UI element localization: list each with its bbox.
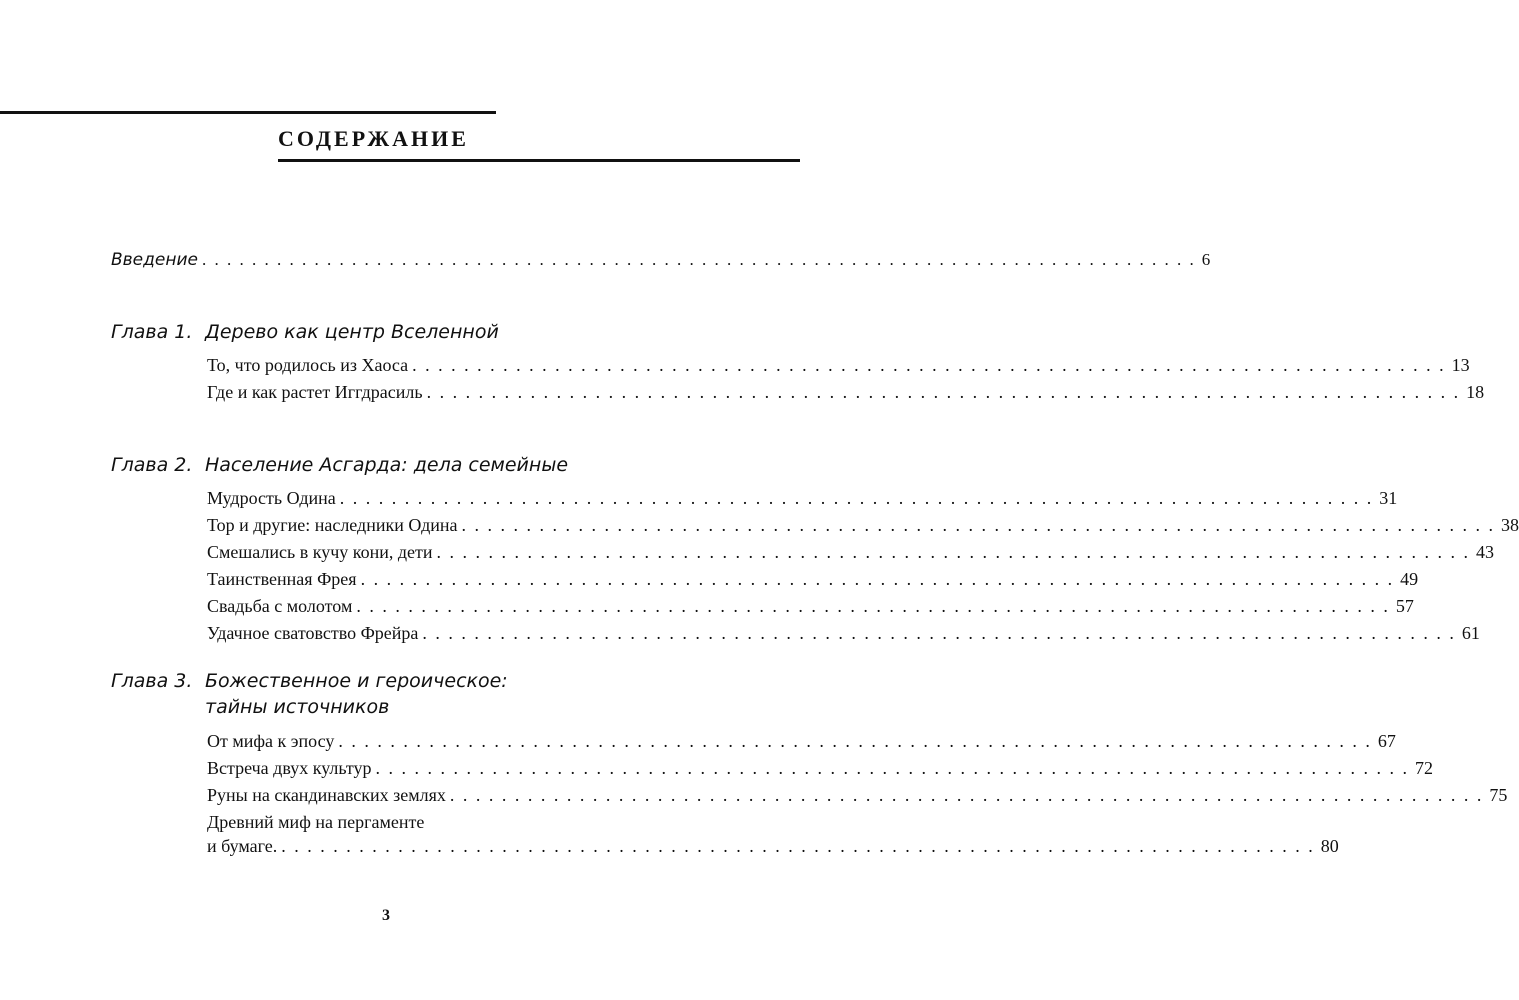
toc-entry[interactable] xyxy=(207,834,1339,858)
chapter-number: Глава 1. xyxy=(111,321,193,343)
dot-leader: . . . . . . . . . . . . . . . . . . . . . . . . . . . . . . . . . . . . . . . . . . . . . . . . . . . . . . . . . . . . . . . . . . . . . . . . . . . . . . . . xyxy=(426,382,1461,402)
toc-page-number: 57 xyxy=(1395,596,1414,616)
toc-entry-label: Руны на скандинавских землях xyxy=(207,785,446,805)
toc-entry[interactable] xyxy=(207,513,1519,537)
toc-page-number: 13 xyxy=(1451,355,1470,375)
dot-leader: . . . . . . . . . . . . . . . . . . . . . . . . . . . . . . . . . . . . . . . . . . . . . . . . . . . . . . . . . . . . . . . . . . . . . . . . . . . . . . . . xyxy=(338,731,1372,751)
toc-entry[interactable] xyxy=(207,380,1485,404)
toc-page-number: 67 xyxy=(1377,731,1396,751)
toc-entry-label: Введение xyxy=(111,250,198,270)
dot-leader: . . . . . . . . . . . . . . . . . . . . . . . . . . . . . . . . . . . . . . . . . . . . . . . . . . . . . . . . . . . . . . . . . . . . . . . . . . . . . . . . xyxy=(281,836,1315,856)
folio-page-number: 3 xyxy=(382,907,390,924)
toc-page-number: 72 xyxy=(1415,758,1434,778)
toc-entry-label: Тор и другие: наследники Одина xyxy=(207,515,458,535)
toc-page-number: 18 xyxy=(1466,382,1485,402)
toc-entry-label: Смешались в кучу кони, дети xyxy=(207,542,433,562)
toc-page-number: 38 xyxy=(1501,515,1519,535)
toc-entry-label: От мифа к эпосу xyxy=(207,731,335,751)
dot-leader: . . . . . . . . . . . . . . . . . . . . . . . . . . . . . . . . . . . . . . . . . . . . . . . . . . . . . . . . . . . . . . . . . . . . . . . . . . . . . . . . xyxy=(339,488,1374,508)
dot-leader: . . . . . . . . . . . . . . . . . . . . . . . . . . . . . . . . . . . . . . . . . . . . . . . . . . . . . . . . . . . . . . . . . . . . . . . . . . . . . . . . xyxy=(356,596,1390,616)
toc-entry[interactable] xyxy=(207,783,1508,807)
toc-entry[interactable] xyxy=(207,486,1398,510)
toc-entry-label: Где и как растет Иггдрасиль xyxy=(207,382,423,402)
dot-leader: . . . . . . . . . . . . . . . . . . . . . . . . . . . . . . . . . . . . . . . . . . . . . . . . . . . . . . . . . . . . . . . . . . . . . . . . . . . . . . . . xyxy=(461,515,1496,535)
toc-page-number: 31 xyxy=(1379,488,1398,508)
dot-leader: . . . . . . . . . . . . . . . . . . . . . . . . . . . . . . . . . . . . . . . . . . . . . . . . . . . . . . . . . . . . . . . . . . . . . . . . . . . . . . . . xyxy=(422,623,1456,643)
toc-entry-label: Таинственная Фрея xyxy=(207,569,357,589)
toc-entry[interactable] xyxy=(207,353,1470,377)
toc-entry[interactable] xyxy=(207,621,1480,645)
chapter-title: Население Асгарда: дела семейные xyxy=(205,454,569,476)
toc-entry-label: Свадьба с молотом xyxy=(207,596,353,616)
toc-entry[interactable] xyxy=(207,756,1434,780)
toc-entry-label[interactable]: Древний миф на пергаменте xyxy=(207,812,425,832)
toc-entry-intro[interactable] xyxy=(111,248,1211,272)
chapter-number: Глава 3. xyxy=(111,670,193,692)
page-title: СОДЕРЖАНИЕ xyxy=(278,126,469,151)
chapter-number: Глава 2. xyxy=(111,454,193,476)
toc-entry-label-continuation: и бумаге. xyxy=(207,836,278,856)
dot-leader: . . . . . . . . . . . . . . . . . . . . . . . . . . . . . . . . . . . . . . . . . . . . . . . . . . . . . . . . . . . . . . . . . . . . . . . . . . . . . . . . xyxy=(436,542,1470,562)
dot-leader: . . . . . . . . . . . . . . . . . . . . . . . . . . . . . . . . . . . . . . . . . . . . . . . . . . . . . . . . . . . . . . . . . . . . . . . . . . . . . . . . xyxy=(375,758,1410,778)
toc-page-number: 75 xyxy=(1489,785,1508,805)
toc-page-number: 61 xyxy=(1461,623,1480,643)
toc-entry[interactable] xyxy=(207,729,1396,753)
toc-entry-label: Удачное сватовство Фрейра xyxy=(207,623,419,643)
chapter-heading-1[interactable] xyxy=(111,320,499,344)
toc-page-number: 80 xyxy=(1320,836,1339,856)
toc-entry[interactable] xyxy=(207,567,1419,591)
toc-entry-label: То, что родилось из Хаоса xyxy=(207,355,409,375)
dot-leader: . . . . . . . . . . . . . . . . . . . . . . . . . . . . . . . . . . . . . . . . . . . . . . . . . . . . . . . . . . . . . . . . . . . . . . . . . . . . . . . . xyxy=(201,250,1196,269)
toc-entry-label: Мудрость Одина xyxy=(207,488,336,508)
toc-page-number: 43 xyxy=(1476,542,1494,562)
chapter-heading-2[interactable] xyxy=(111,453,568,477)
toc-page-number: 6 xyxy=(1201,250,1211,269)
toc-entry-label: Встреча двух культур xyxy=(207,758,372,778)
toc-entry[interactable] xyxy=(207,540,1494,564)
chapter-title: Божественное и героическое: xyxy=(205,670,508,692)
dot-leader: . . . . . . . . . . . . . . . . . . . . . . . . . . . . . . . . . . . . . . . . . . . . . . . . . . . . . . . . . . . . . . . . . . . . . . . . . . . . . . . . xyxy=(449,785,1484,805)
dot-leader: . . . . . . . . . . . . . . . . . . . . . . . . . . . . . . . . . . . . . . . . . . . . . . . . . . . . . . . . . . . . . . . . . . . . . . . . . . . . . . . . xyxy=(360,569,1395,589)
toc-entry[interactable] xyxy=(207,594,1414,618)
chapter-heading-3[interactable] xyxy=(111,669,508,693)
chapter-title-continuation: тайны источников xyxy=(205,696,390,718)
chapter-title: Дерево как центр Вселенной xyxy=(205,321,499,343)
toc-page-number: 49 xyxy=(1400,569,1419,589)
dot-leader: . . . . . . . . . . . . . . . . . . . . . . . . . . . . . . . . . . . . . . . . . . . . . . . . . . . . . . . . . . . . . . . . . . . . . . . . . . . . . . . . xyxy=(412,355,1446,375)
